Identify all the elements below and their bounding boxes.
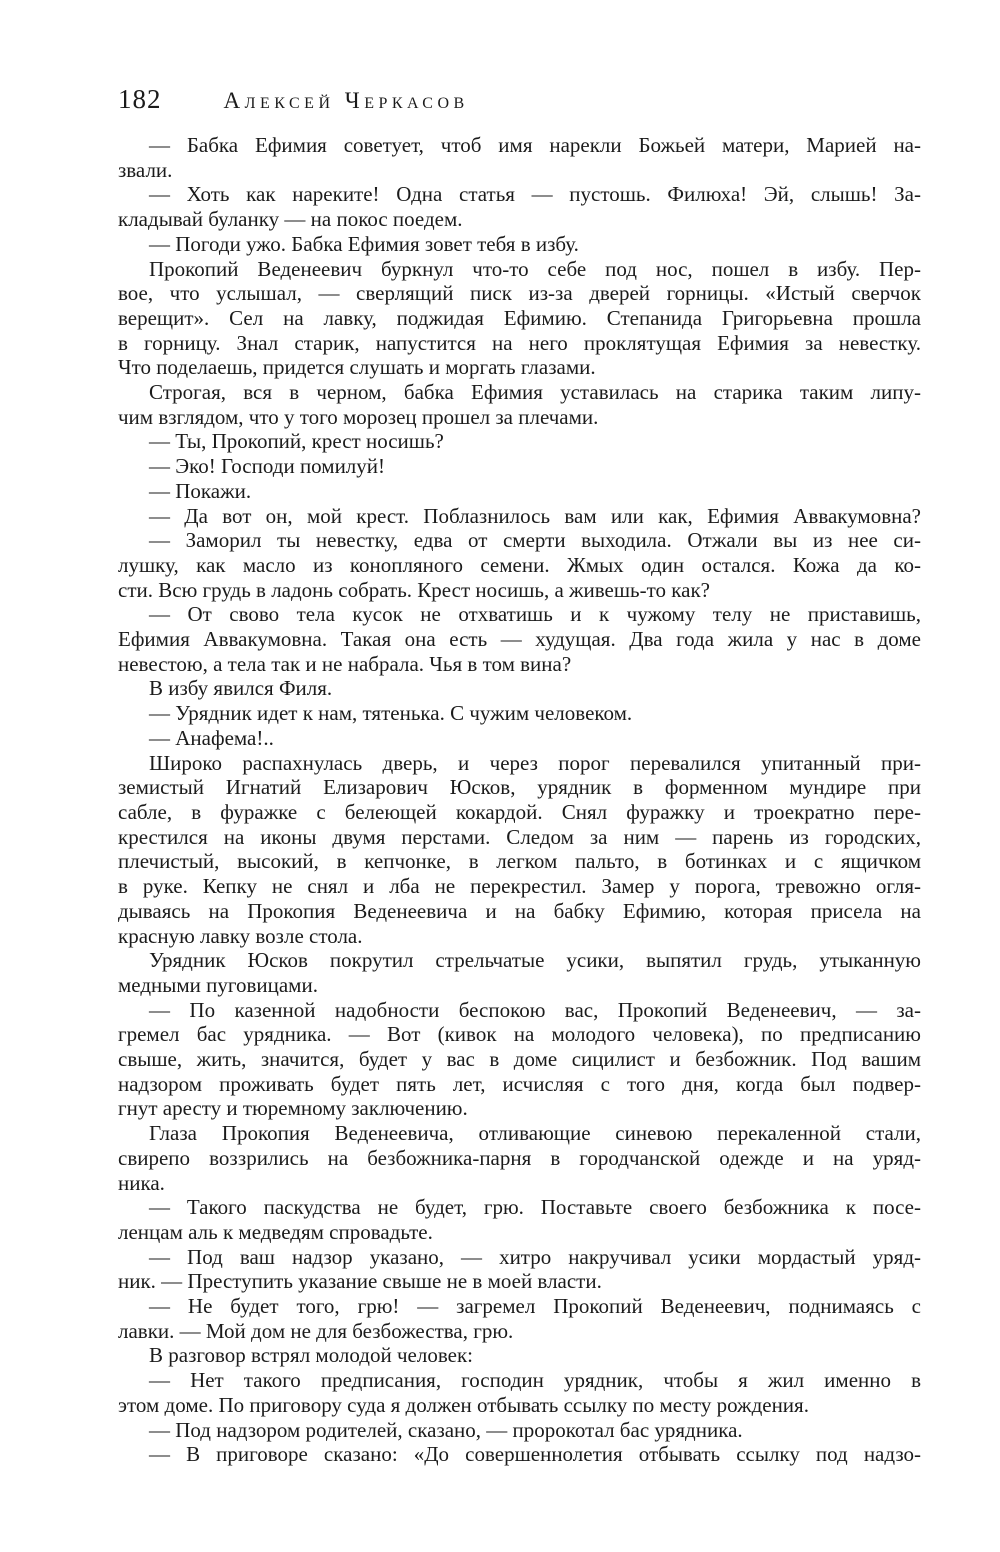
text-line: гнут аресту и тюремному заключению.	[118, 1096, 468, 1121]
text-line: крестился на иконы двумя перстами. Следом за ним — парень из городских,	[118, 824, 921, 849]
paragraph	[118, 602, 921, 676]
paragraph	[118, 133, 921, 182]
page-content	[118, 84, 921, 1467]
text-line: — Заморил ты невестку, едва от смерти выходила. Отжали вы из нее си-	[149, 528, 921, 553]
text-line: звали.	[118, 157, 173, 182]
text-line: сти. Всю грудь в ладонь собрать. Крест носишь, а живешь-то как?	[118, 577, 710, 602]
paragraph	[118, 1121, 921, 1195]
text-line: Ефимия Аввакумовна. Такая она есть — худущая. Два года жила у нас в доме	[118, 627, 921, 652]
paragraph	[118, 232, 921, 257]
paragraph	[118, 1418, 921, 1443]
text-line: свыше, жить, значится, будет у вас в доме сицилист и безбожник. Под вашим	[118, 1047, 921, 1072]
text-line: Что поделаешь, придется слушать и моргать глазами.	[118, 355, 596, 380]
text-line: Урядник Юсков покрутил стрельчатые усики, выпятил грудь, утыканную	[149, 948, 921, 973]
text-line: надзором проживать будет пять лет, исчисляя с того дня, когда был подвер-	[118, 1071, 921, 1096]
text-line: — Ты, Прокопий, крест носишь?	[149, 429, 444, 454]
text-line: — Нет такого предписания, господин урядник, чтобы я жил именно в	[149, 1368, 921, 1393]
paragraph	[118, 380, 921, 429]
paragraph	[118, 676, 921, 701]
text-line: ленцам аль к медведям спровадьте.	[118, 1219, 433, 1244]
text-line: — Не будет того, грю! — загремел Прокопий Веденеевич, поднимаясь с	[149, 1294, 921, 1319]
text-line: — Да вот он, мой крест. Поблазнилось вам или как, Ефимия Аввакумовна?	[149, 503, 921, 528]
text-line: верещит». Сел на лавку, поджидая Ефимию. Степанида Григорьевна прошла	[118, 305, 921, 330]
text-line: Глаза Прокопия Веденеевича, отливающие синевою перекаленной стали,	[149, 1121, 921, 1146]
text-line: в горницу. Знал старик, напустится на него проклятущая Ефимия за невестку.	[118, 330, 921, 355]
text-line: лавки. — Мой дом не для безбожества, грю.	[118, 1318, 514, 1343]
text-line: Прокопий Веденеевич буркнул что-то себе под нос, пошел в избу. Пер-	[149, 256, 921, 281]
text-line: Строгая, вся в черном, бабка Ефимия уставилась на старика таким липу-	[149, 380, 921, 405]
text-line: — Урядник идет к нам, тятенька. С чужим человеком.	[149, 701, 633, 726]
text-line: — Анафема!..	[149, 725, 274, 750]
text-line: лушку, как масло из конопляного семени. Жмых один остался. Кожа да ко-	[118, 552, 921, 577]
paragraph	[118, 1368, 921, 1417]
body-text	[118, 133, 921, 1467]
paragraph	[118, 1294, 921, 1343]
text-line: — Хоть как нареките! Одна статья — пустошь. Филюха! Эй, слышь! За-	[149, 182, 921, 207]
paragraph	[118, 528, 921, 602]
text-line: — Под надзором родителей, сказано, — пророкотал бас урядника.	[149, 1417, 743, 1442]
text-line: — Бабка Ефимия советует, чтоб имя нарекли Божьей матери, Марией на-	[149, 133, 921, 157]
text-line: дываясь на Прокопия Веденеевича и на бабку Ефимию, которая присела на	[118, 898, 921, 923]
paragraph	[118, 726, 921, 751]
page-number: 182	[118, 84, 162, 114]
running-header-author: Алексей Черкасов	[223, 88, 469, 113]
text-line: — Под ваш надзор указано, — хитро накручивал усики мордастый уряд-	[149, 1244, 921, 1269]
paragraph	[118, 948, 921, 997]
text-line: — По казенной надобности беспокою вас, Прокопий Веденеевич, — за-	[149, 997, 921, 1022]
text-line: — От свово тела кусок не отхватишь и к чужому телу не приставишь,	[149, 602, 921, 627]
paragraph	[118, 504, 921, 529]
text-line: — Эко! Господи помилуй!	[149, 454, 386, 479]
paragraph	[118, 1245, 921, 1294]
text-line: гремел бас урядника. — Вот (кивок на молодого человека), по предписанию	[118, 1022, 921, 1047]
text-line: медными пуговицами.	[118, 972, 318, 997]
text-line: чим взглядом, что у того морозец прошел за плечами.	[118, 404, 599, 429]
paragraph	[118, 479, 921, 504]
text-line: — Покажи.	[149, 478, 252, 503]
paragraph	[118, 182, 921, 231]
text-line: этом доме. По приговору суда я должен отбывать ссылку по месту рождения.	[118, 1392, 809, 1417]
text-line: сабле, в фуражке с белеющей кокардой. Снял фуражку и троекратно пере-	[118, 799, 921, 824]
text-line: ник. — Преступить указание свыше не в моей власти.	[118, 1269, 602, 1294]
paragraph	[118, 1343, 921, 1368]
text-line: — Такого паскудства не будет, грю. Поставьте своего безбожника к посе-	[149, 1195, 921, 1220]
text-line: — Погоди ужо. Бабка Ефимия зовет тебя в избу.	[149, 231, 579, 256]
text-line: В избу явился Филя.	[149, 676, 333, 701]
text-line: в руке. Кепку не снял и лба не перекрестил. Замер у порога, тревожно огля-	[118, 874, 921, 899]
text-line: красную лавку возле стола.	[118, 923, 363, 948]
text-line: — В приговоре сказано: «До совершеннолетия отбывать ссылку под надзо-	[149, 1442, 921, 1467]
text-line: ника.	[118, 1170, 165, 1195]
paragraph	[118, 454, 921, 479]
text-line: свирепо воззрились на безбожника-парня в городчанской одежде и на уряд-	[118, 1145, 921, 1170]
paragraph	[118, 1195, 921, 1244]
paragraph	[118, 429, 921, 454]
paragraph	[118, 257, 921, 381]
text-line: вое, что услышал, — сверлящий писк из-за дверей горницы. «Истый сверчок	[118, 281, 921, 306]
paragraph	[118, 998, 921, 1122]
text-line: Широко распахнулась дверь, и через порог перевалился упитанный при-	[149, 750, 921, 775]
paragraph	[118, 1442, 921, 1467]
text-line: кладывай буланку — на покос поедем.	[118, 207, 463, 232]
text-line: земистый Игнатий Елизарович Юсков, урядник в форменном мундире при	[118, 775, 921, 800]
paragraph	[118, 751, 921, 949]
page-header	[118, 84, 921, 116]
text-line: плечистый, высокий, в кепчонке, в легком пальто, в ботинках и с ящичком	[118, 849, 921, 874]
text-line: невестою, а тела так и не набрала. Чья в том вина?	[118, 651, 572, 676]
paragraph	[118, 701, 921, 726]
text-line: В разговор встрял молодой человек:	[149, 1343, 473, 1368]
